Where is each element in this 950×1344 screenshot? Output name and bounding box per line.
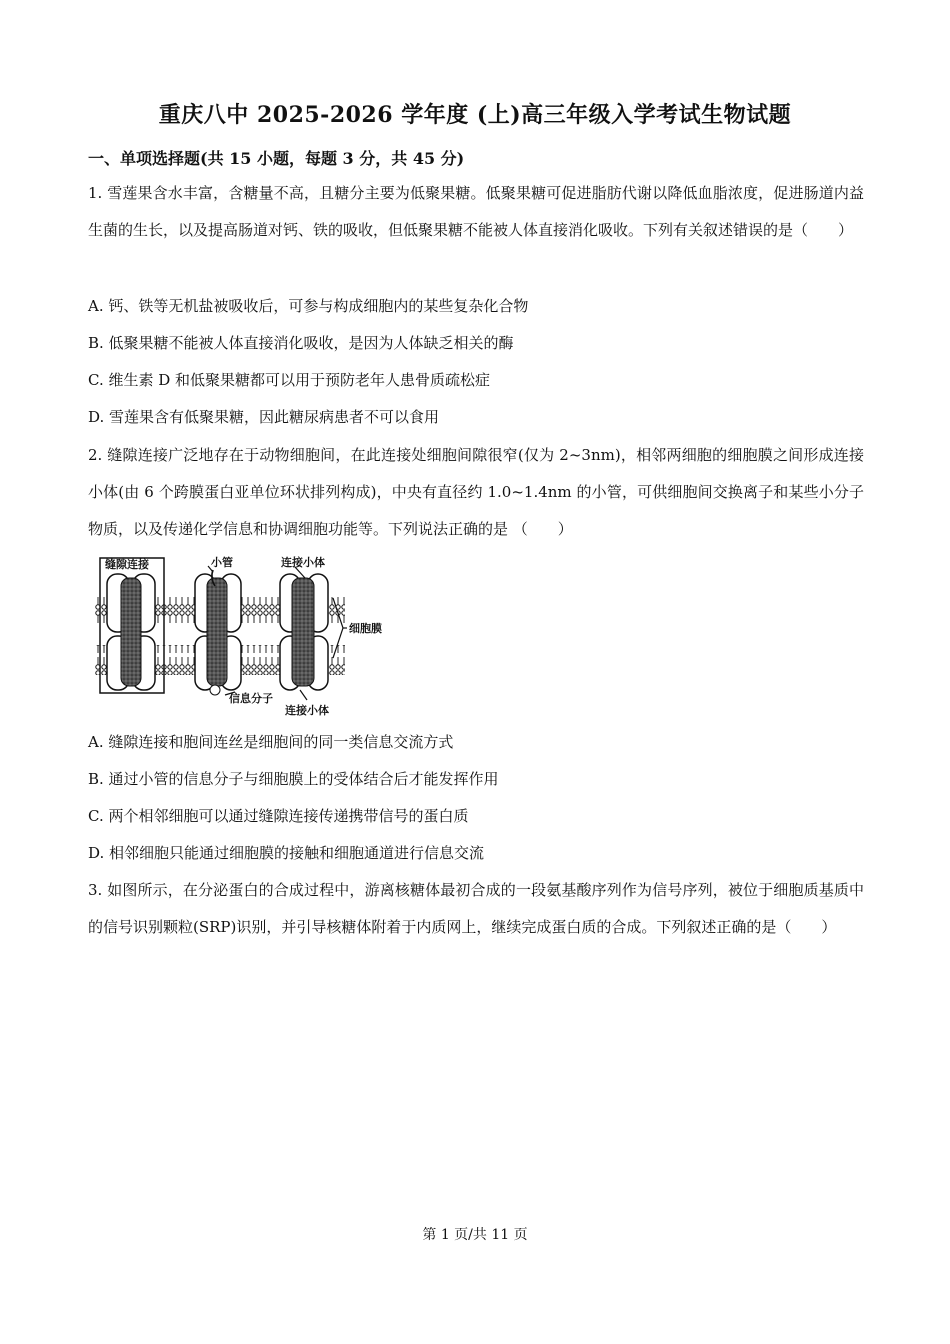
question-2-option-d: D. 相邻细胞只能通过细胞膜的接触和细胞通道进行信息交流 — [88, 844, 485, 862]
question-1-option-d: D. 雪莲果含有低聚果糖，因此糖尿病患者不可以食用 — [88, 408, 440, 426]
connexon-bottom-leader — [300, 690, 307, 700]
question-1-option-a: A. 钙、铁等无机盐被吸收后，可参与构成细胞内的某些复杂化合物 — [88, 297, 529, 315]
page-footer: 第 1 页/共 11 页 — [422, 1227, 528, 1243]
gap-junction-diagram — [95, 550, 405, 720]
gap-junction-figure — [95, 550, 405, 720]
connexon-3 — [280, 574, 328, 690]
label-cell-membrane: 细胞膜 — [349, 622, 382, 635]
connexon-1 — [107, 574, 155, 690]
section-heading: 一、单项选择题(共 15 小题，每题 3 分，共 45 分) — [88, 149, 465, 168]
question-2-option-c: C. 两个相邻细胞可以通过缝隙连接传递携带信号的蛋白质 — [88, 807, 469, 825]
question-2-stem: 2. 缝隙连接广泛地存在于动物细胞间，在此连接处细胞间隙很窄(仅为 2~3nm)，相邻两细胞的细胞膜之间形成连接小体(由 6 个跨膜蛋白亚单位环状排列构成)，中央有直径约 1.0~1.4nm 的小管，可供细胞间交换离子和某些小分子物质，以及传递化学信息和协调细胞功能等。下列说法正确的是 （ ） — [88, 446, 864, 538]
label-gap-junction: 缝隙连接 — [105, 558, 149, 571]
exam-title: 重庆八中 2025-2026 学年度 (上)高三年级入学考试生物试题 — [158, 102, 792, 128]
question-1-stem: 1. 雪莲果含水丰富，含糖量不高，且糖分主要为低聚果糖。低聚果糖可促进脂肪代谢以降低血脂浓度，促进肠道内益生菌的生长，以及提高肠道对钙、铁的吸收，但低聚果糖不能被人体直接消化吸收。下列有关叙述错误的是（ ） — [88, 184, 864, 239]
connexon-2 — [195, 574, 241, 695]
label-connexon-bottom: 连接小体 — [285, 704, 329, 717]
question-3-stem: 3. 如图所示，在分泌蛋白的合成过程中，游离核糖体最初合成的一段氨基酸序列作为信号序列，被位于细胞质基质中的信号识别颗粒(SRP)识别，并引导核糖体附着于内质网上，继续完成蛋白质的合成。下列叙述正确的是（ ） — [88, 881, 864, 936]
question-1-option-b: B. 低聚果糖不能被人体直接消化吸收，是因为人体缺乏相关的酶 — [88, 334, 514, 352]
label-channel: 小管 — [211, 556, 233, 569]
question-1-option-c: C. 维生素 D 和低聚果糖都可以用于预防老年人患骨质疏松症 — [88, 371, 491, 389]
label-signal-molecule: 信息分子 — [229, 692, 273, 705]
label-connexon-top: 连接小体 — [281, 556, 325, 569]
question-2-option-a: A. 缝隙连接和胞间连丝是细胞间的同一类信息交流方式 — [88, 733, 454, 751]
question-2-option-b: B. 通过小管的信息分子与细胞膜上的受体结合后才能发挥作用 — [88, 770, 499, 788]
